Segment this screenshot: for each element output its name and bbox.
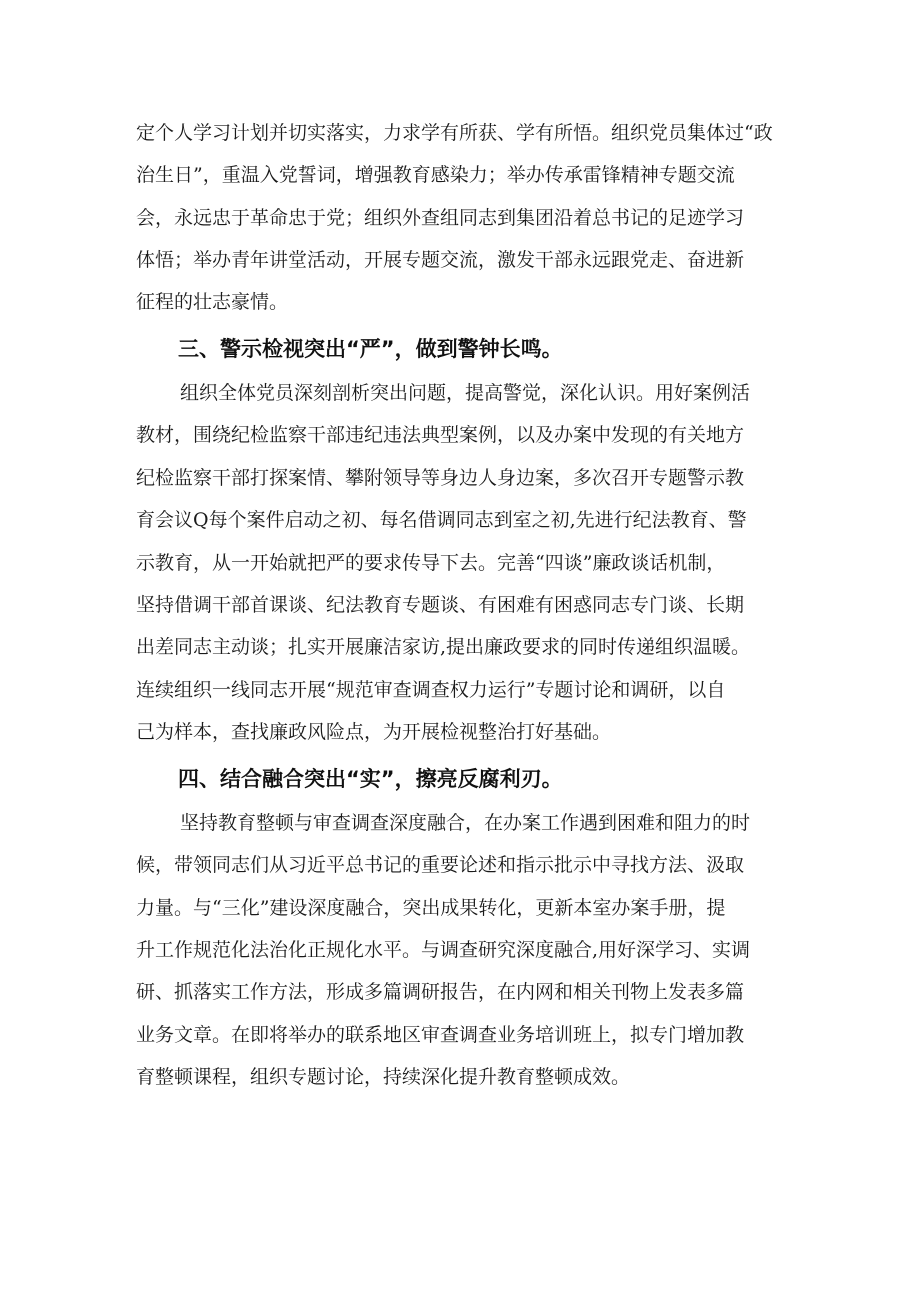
paragraph-line: 征程的壮志豪情。 [136,291,289,313]
paragraph-line: 升工作规范化法治化正规化水平。与调查研究深度融合,用好深学习、实调 [136,939,751,961]
paragraph-line: 连续组织一线同志开展“规范审查调查权力运行”专题讨论和调研，以自 [136,679,726,701]
paragraph-line: 坚持教育整顿与审查调查深度融合，在办案工作遇到困难和阻力的时 [180,812,751,834]
paragraph-line: 教材，围绕纪检监察干部违纪违法典型案例，以及办案中发现的有关地方 [136,424,745,446]
paragraph-line: 育整顿课程，组织专题讨论，持续深化提升教育整顿成效。 [136,1066,631,1088]
paragraph-line: 治生日”，重温入党誓词，增强教育感染力；举办传承雷锋精神专题交流 [136,164,735,186]
section-4-heading: 四、结合融合突出“实”，擦亮反腐利刃。 [178,767,563,791]
paragraph-line: 育会议Q每个案件启动之初、每名借调同志到室之初,先进行纪法教育、警 [136,509,747,531]
paragraph-line: 出差同志主动谈；扎实开展廉洁家访,提出廉政要求的同时传递组织温暖。 [136,636,751,658]
paragraph-line: 定个人学习计划并切实落实，力求学有所获、学有所悟。组织党员集体过“政 [136,122,773,144]
section-3-heading: 三、警示检视突出“严”，做到警钟长鸣。 [178,337,563,361]
paragraph-line: 会，永远忠于革命忠于党；组织外查组同志到集团沿着总书记的足迹学习 [136,207,745,229]
paragraph-line: 业务文章。在即将举办的联系地区审查调查业务培训班上，拟专门增加教 [136,1024,745,1046]
paragraph-line: 己为样本，查找廉政风险点，为开展检视整治打好基础。 [136,721,612,743]
paragraph-line: 力量。与“三化”建设深度融合，突出成果转化，更新本室办案手册，提 [136,897,726,919]
paragraph-line: 示教育，从一开始就把严的要求传导下去。完善“四谈”廉政谈话机制， [136,552,726,574]
paragraph-line: 坚持借调干部首课谈、纪法教育专题谈、有困难有困惑同志专门谈、长期 [136,594,745,616]
paragraph-line: 体悟；举办青年讲堂活动，开展专题交流，激发干部永远跟党走、奋进新 [136,249,745,271]
paragraph-line: 组织全体党员深刻剖析突出问题，提高警觉，深化认识。用好案例活 [180,382,751,404]
paragraph-line: 纪检监察干部打探案情、攀附领导等身边人身边案，多次召开专题警示教 [136,467,745,489]
paragraph-line: 候，带领同志们从习近平总书记的重要论述和指示批示中寻找方法、汲取 [136,854,745,876]
paragraph-line: 研、抓落实工作方法，形成多篇调研报告，在内网和相关刊物上发表多篇 [136,981,745,1003]
